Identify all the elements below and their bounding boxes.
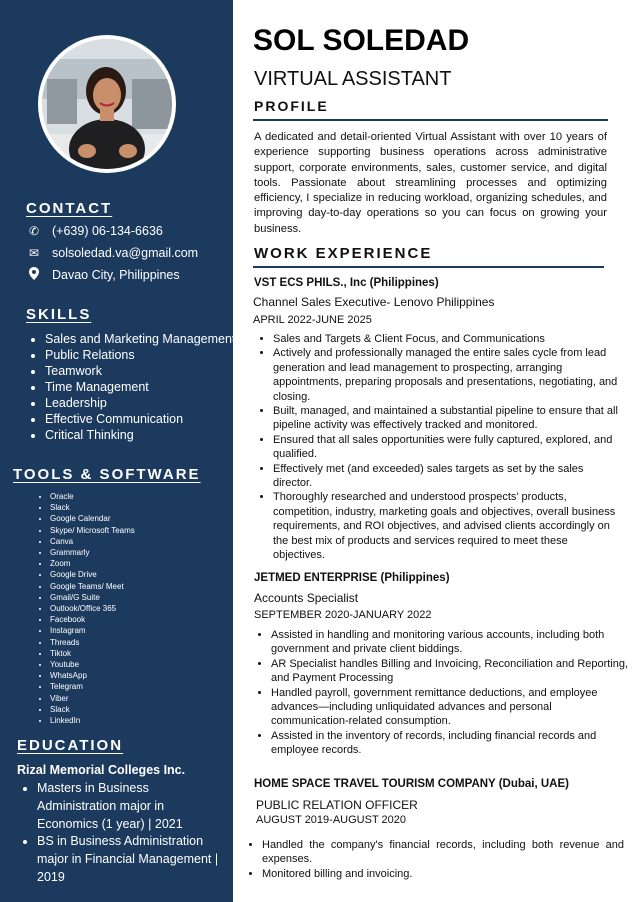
tool-item: • Threads xyxy=(50,637,135,648)
job-bullets xyxy=(254,332,621,563)
contact-phone xyxy=(26,224,163,238)
tool-item: • Outlook/Office 365 xyxy=(50,603,135,614)
skill-item: • Time Management xyxy=(45,379,245,395)
job-bullets xyxy=(252,628,629,758)
profile-photo-image xyxy=(42,39,172,169)
job-dates: SEPTEMBER 2020-JANUARY 2022 xyxy=(254,609,432,621)
tool-item: • Oracle xyxy=(50,491,135,502)
job-bullet: • Handled payroll, government remittance deductions, and employee advances—including unliquidated advances and personal communication-related consumption. xyxy=(271,686,629,729)
job-bullet: • Handled the company's financial records, including both revenue and expenses. xyxy=(262,838,624,867)
tool-item: • Google Teams/ Meet xyxy=(50,581,135,592)
tool-item: • Instagram xyxy=(50,625,135,636)
contact-email-text: solsoledad.va@gmail.com xyxy=(52,246,199,260)
candidate-name: SOL SOLEDAD xyxy=(253,24,470,57)
tool-item: • WhatsApp xyxy=(50,670,135,681)
skill-item: • Teamwork xyxy=(45,363,245,379)
tool-item: • Google Drive xyxy=(50,569,135,580)
profile-heading: PROFILE xyxy=(254,98,329,114)
skills-list xyxy=(28,331,245,443)
skill-item: • Sales and Marketing Management xyxy=(45,331,245,347)
job-bullet: • AR Specialist handles Billing and Invoicing, Reconciliation and Reporting, and Payment Processing xyxy=(271,657,629,686)
job-bullet: • Effectively met (and exceeded) sales targets as set by the sales director. xyxy=(273,462,621,491)
job-bullet: • Monitored billing and invoicing. xyxy=(262,867,624,881)
work-experience-heading: WORK EXPERIENCE xyxy=(254,245,433,262)
job-dates: APRIL 2022-JUNE 2025 xyxy=(253,314,372,326)
contact-location-text: Davao City, Philippines xyxy=(52,268,180,282)
phone-icon: ✆ xyxy=(28,224,40,238)
tool-item: • Slack xyxy=(50,704,135,715)
tool-item: • Telegram xyxy=(50,681,135,692)
job-bullet: • Assisted in handling and monitoring various accounts, including both government and private client biddings. xyxy=(271,628,629,657)
job-bullet: • Sales and Targets & Client Focus, and Communications xyxy=(273,332,621,346)
tools-heading: TOOLS & SOFTWARE xyxy=(13,466,201,483)
job-title: Accounts Specialist xyxy=(254,591,359,605)
job-bullet: • Thoroughly researched and understood prospects’ products, competition, industry, marketing goals and objectives, overall business requirements, and ROI objectives, and advised clients accordingly on the best mix of products and services required to meet these objectives. xyxy=(273,490,621,562)
contact-location xyxy=(26,267,180,283)
profile-photo xyxy=(38,35,176,173)
degree-item: • Masters in Business Administration major in Economics (1 year) | 2021 xyxy=(37,780,227,833)
degree-list xyxy=(20,780,227,887)
candidate-role: VIRTUAL ASSISTANT xyxy=(254,68,452,90)
job-company: JETMED ENTERPRISE (Philippines) xyxy=(254,572,450,584)
skills-heading: SKILLS xyxy=(26,306,92,323)
tool-item: • Google Calendar xyxy=(50,513,135,524)
job-bullet: • Ensured that all sales opportunities were fully captured, explored, and qualified. xyxy=(273,433,621,462)
profile-divider xyxy=(253,119,608,121)
mail-icon: ✉ xyxy=(28,246,40,260)
tool-item: • Slack xyxy=(50,502,135,513)
skill-item: • Critical Thinking xyxy=(45,427,245,443)
education-heading: EDUCATION xyxy=(17,737,124,754)
tool-item: • LinkedIn xyxy=(50,715,135,726)
degree-item: • BS in Business Administration major in Financial Management | 2019 xyxy=(37,833,227,886)
tool-item: • Tiktok xyxy=(50,648,135,659)
skill-item: • Leadership xyxy=(45,395,245,411)
job-bullets xyxy=(243,838,624,881)
tool-item: • Viber xyxy=(50,693,135,704)
job-bullet: • Actively and professionally managed the entire sales cycle from lead generation and lead management to prospecting, arranging appointments, preparing proposals and presentations, negotiating, and closing. xyxy=(273,346,621,404)
tool-item: • Skype/ Microsoft Teams xyxy=(50,525,135,536)
work-experience-divider xyxy=(253,266,604,268)
job-company: VST ECS PHILS., Inc (Philippines) xyxy=(254,277,439,289)
profile-photo-illustration xyxy=(42,39,172,169)
job-dates: AUGUST 2019-AUGUST 2020 xyxy=(256,814,406,826)
job-company: HOME SPACE TRAVEL TOURISM COMPANY (Dubai, UAE) xyxy=(254,778,569,790)
tool-item: • Grammarly xyxy=(50,547,135,558)
school-name: Rizal Memorial Colleges Inc. xyxy=(17,763,186,777)
tool-item: • Canva xyxy=(50,536,135,547)
tool-item: • Gmail/G Suite xyxy=(50,592,135,603)
job-bullet: • Built, managed, and maintained a substantial pipeline to ensure that all pipeline activity was effectively tracked and monitored. xyxy=(273,404,621,433)
contact-phone-text: (+639) 06-134-6636 xyxy=(52,224,163,238)
skill-item: • Public Relations xyxy=(45,347,245,363)
tool-item: • Zoom xyxy=(50,558,135,569)
tool-item: • Facebook xyxy=(50,614,135,625)
tools-list xyxy=(30,491,135,726)
location-pin-icon xyxy=(26,267,42,283)
job-title: Channel Sales Executive- Lenovo Philippines xyxy=(253,295,495,309)
profile-summary: A dedicated and detail-oriented Virtual Assistant with over 10 years of experience supporting business operations across administrative support, corporate environments, sales, customer service, and digital tools. Passionate about streamlining processes and optimizing efficiency, I specialize in reducing workload, organizing schedules, and improving day-to-day operations so you can focus on growing your business. xyxy=(254,131,607,235)
contact-email xyxy=(26,246,198,260)
job-title: PUBLIC RELATION OFFICER xyxy=(256,798,418,812)
sidebar xyxy=(0,0,236,902)
contact-heading: CONTACT xyxy=(26,200,113,217)
skill-item: • Effective Communication xyxy=(45,411,245,427)
job-bullet: • Assisted in the inventory of records, including financial records and employee records. xyxy=(271,729,629,758)
tool-item: • Youtube xyxy=(50,659,135,670)
